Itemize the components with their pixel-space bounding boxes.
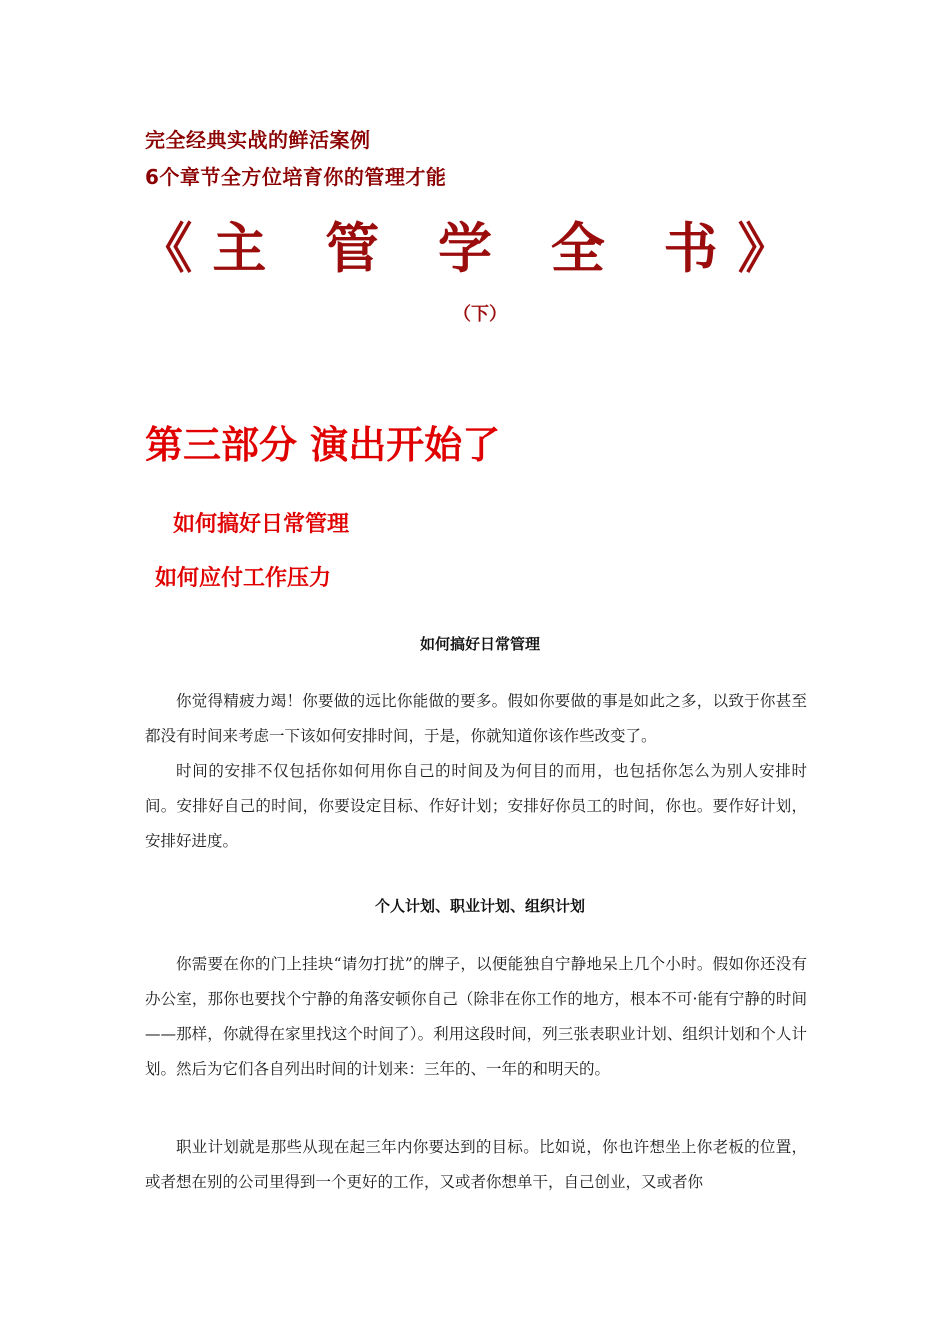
paragraph: 你需要在你的门上挂块“请勿打扰”的牌子，以便能独自宁静地呆上几个小时。假如你还没有办公室，那你也要找个宁静的角落安顿你自己（除非在你工作的地方，根本不可·能有宁静的时间——那样，你就得在家里找这个时间了）。利用这段时间，列三张表职业计划、组织计划和个人计划。然后为它们各自列出时间的计划来：三年的、一年的和明天的。 — [145, 955, 807, 1078]
part-title: 第三部分 演出开始了 — [145, 423, 501, 467]
book-title: 《主 管 学 全 书》 — [138, 217, 812, 280]
toc-item-work-pressure: 如何应付工作压力 — [155, 566, 332, 591]
section-heading-daily-management: 如何搞好日常管理 — [419, 635, 540, 653]
section-heading-plans: 个人计划、职业计划、组织计划 — [374, 897, 585, 915]
tagline-six-chapters: 6个章节全方位培育你的管理才能 — [145, 165, 447, 189]
paragraph: 你觉得精疲力竭！你要做的远比你能做的要多。假如你要做的事是如此之多，以致于你甚至都没有时间来考虑一下该如何安排时间，于是，你就知道你该作些改变了。 — [145, 692, 807, 745]
paragraph: 时间的安排不仅包括你如何用你自己的时间及为何目的而用，也包括你怎么为别人安排时间。安排好自己的时间，你要设定目标、作好计划；安排好你员工的时间，你也。要作好计划，安排好进度。 — [145, 762, 807, 850]
tagline-classic-cases: 完全经典实战的鲜活案例 — [145, 128, 371, 152]
volume-label: （下） — [453, 304, 507, 325]
paragraph: 职业计划就是那些从现在起三年内你要达到的目标。比如说，你也许想坐上你老板的位置，或者想在别的公司里得到一个更好的工作，又或者你想单干，自己创业，又或者你 — [145, 1138, 807, 1191]
toc-item-daily-management: 如何搞好日常管理 — [173, 512, 350, 537]
